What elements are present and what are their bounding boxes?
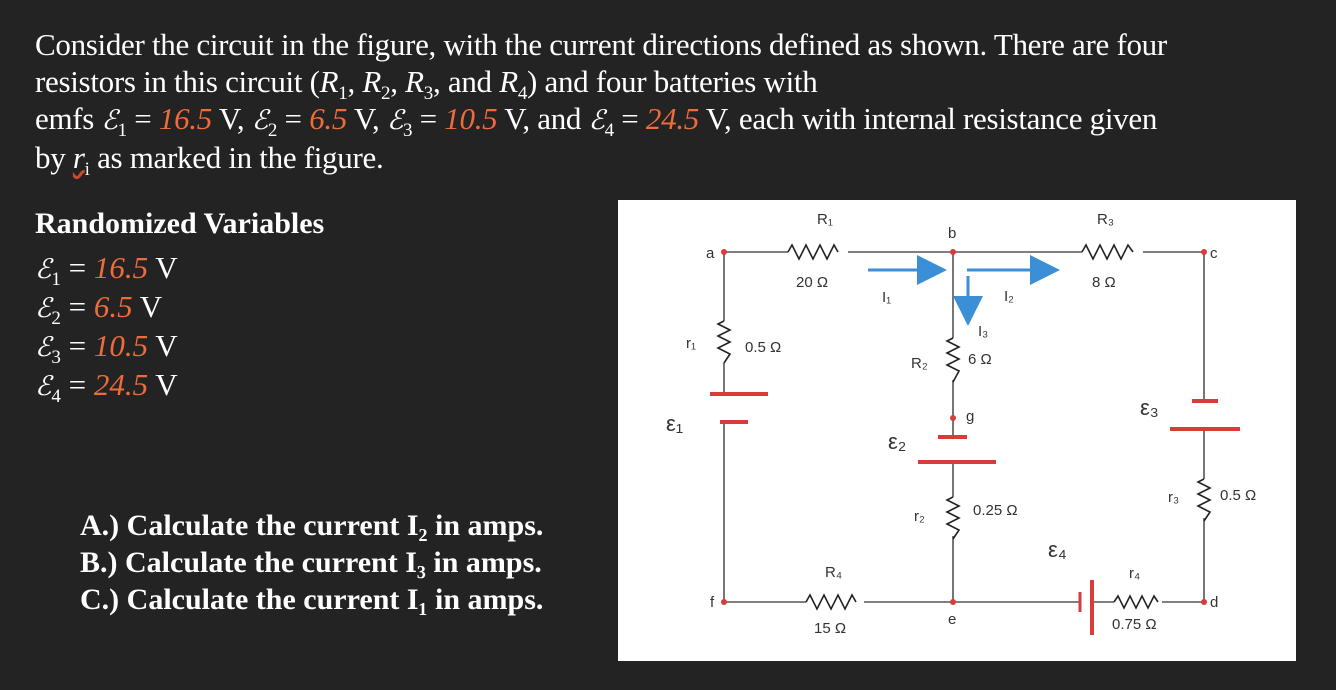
circuit-figure xyxy=(618,200,1296,661)
label-i2: I₂ xyxy=(1004,288,1014,305)
resistor-r1 xyxy=(788,245,838,259)
label-r1-internal-value: 0.5 Ω xyxy=(745,339,782,356)
resistor-r4 xyxy=(806,595,856,609)
node-label-a: a xyxy=(706,245,715,262)
resistor-r3-internal xyxy=(1198,479,1210,521)
emf4-value: 24.5 xyxy=(645,101,699,136)
resistor-r2-internal xyxy=(947,497,959,539)
node-dots xyxy=(721,249,1207,605)
resistor-r2 xyxy=(947,338,959,382)
current-arrows xyxy=(868,270,1054,320)
label-r2: R₂ xyxy=(911,355,928,372)
emf3-value: 10.5 xyxy=(444,101,498,136)
label-i3: I₃ xyxy=(978,323,989,340)
label-r1-internal: r₁ xyxy=(686,335,697,352)
randomized-variable-e3: ℰ$_3$ = 10.5 V xyxy=(35,328,178,369)
label-emf2: ε₂ xyxy=(888,429,907,454)
resistor-r3 xyxy=(1082,245,1133,259)
randomized-variable-e2: ℰ$_2$ = 6.5 V xyxy=(35,289,163,330)
circuit-wires xyxy=(724,252,1204,602)
label-emf3: ε₃ xyxy=(1140,395,1159,420)
circuit-diagram xyxy=(618,200,1296,661)
label-r2-internal-value: 0.25 Ω xyxy=(973,502,1018,519)
label-r4-value: 15 Ω xyxy=(814,620,847,637)
label-i1: I₁ xyxy=(882,289,892,306)
label-r3-internal-value: 0.5 Ω xyxy=(1220,487,1257,504)
resistor-r1-internal xyxy=(718,321,730,363)
label-r1-value: 20 Ω xyxy=(796,274,829,291)
node-label-g: g xyxy=(966,408,975,425)
problem-line-1: Consider the circuit in the figure, with the current directions defined as shown. There are four xyxy=(35,27,1167,62)
question-b: B.) Calculate the current I₃ in amps. xyxy=(80,546,542,579)
question-a: A.) Calculate the current I₂ in amps. xyxy=(80,509,544,542)
problem-line-3: emfs ℰ$_1$ = 16.5 V, ℰ$_2$ = 6.5 V, ℰ$_3$ = 10.5 V, and ℰ$_4$ = 24.5 V, each with internal resistance given xyxy=(35,101,1158,142)
label-emf4: ε₄ xyxy=(1048,537,1067,562)
label-emf1: ε₁ xyxy=(666,411,684,436)
label-r3-value: 8 Ω xyxy=(1092,274,1116,291)
resistors xyxy=(718,245,1210,609)
randomized-variable-e4: ℰ$_4$ = 24.5 V xyxy=(35,367,178,408)
label-r4-internal-value: 0.75 Ω xyxy=(1112,616,1157,633)
resistor-r4-internal xyxy=(1114,596,1158,608)
problem-line-2: resistors in this circuit ($R_1$, $R_2$, $R_3$, and $R_4$) and four batteries with xyxy=(35,64,818,105)
label-r3: R₃ xyxy=(1097,211,1114,228)
node-label-c: c xyxy=(1210,245,1218,262)
emf2-value: 6.5 xyxy=(309,101,348,136)
randomized-variables-list xyxy=(35,249,178,408)
node-label-f: f xyxy=(710,594,715,611)
questions xyxy=(80,507,543,618)
randomized-variables-heading: Randomized Variables xyxy=(35,207,325,240)
node-label-e: e xyxy=(948,611,957,628)
label-r2-value: 6 Ω xyxy=(968,351,992,368)
node-label-b: b xyxy=(948,225,957,242)
label-r1: R₁ xyxy=(817,211,833,228)
label-r4-internal: r₄ xyxy=(1129,565,1141,582)
emf1-value: 16.5 xyxy=(158,101,212,136)
problem-line-4: by $r_i$ as marked in the figure. xyxy=(35,140,384,181)
problem-statement xyxy=(35,26,1305,181)
label-r3-internal: r₃ xyxy=(1168,489,1180,506)
label-r4: R₄ xyxy=(825,564,842,581)
randomized-variable-e1: ℰ$_1$ = 16.5 V xyxy=(35,250,178,291)
question-c: C.) Calculate the current I₁ in amps. xyxy=(80,583,544,616)
label-r2-internal: r₂ xyxy=(914,508,925,525)
node-label-d: d xyxy=(1210,594,1219,611)
